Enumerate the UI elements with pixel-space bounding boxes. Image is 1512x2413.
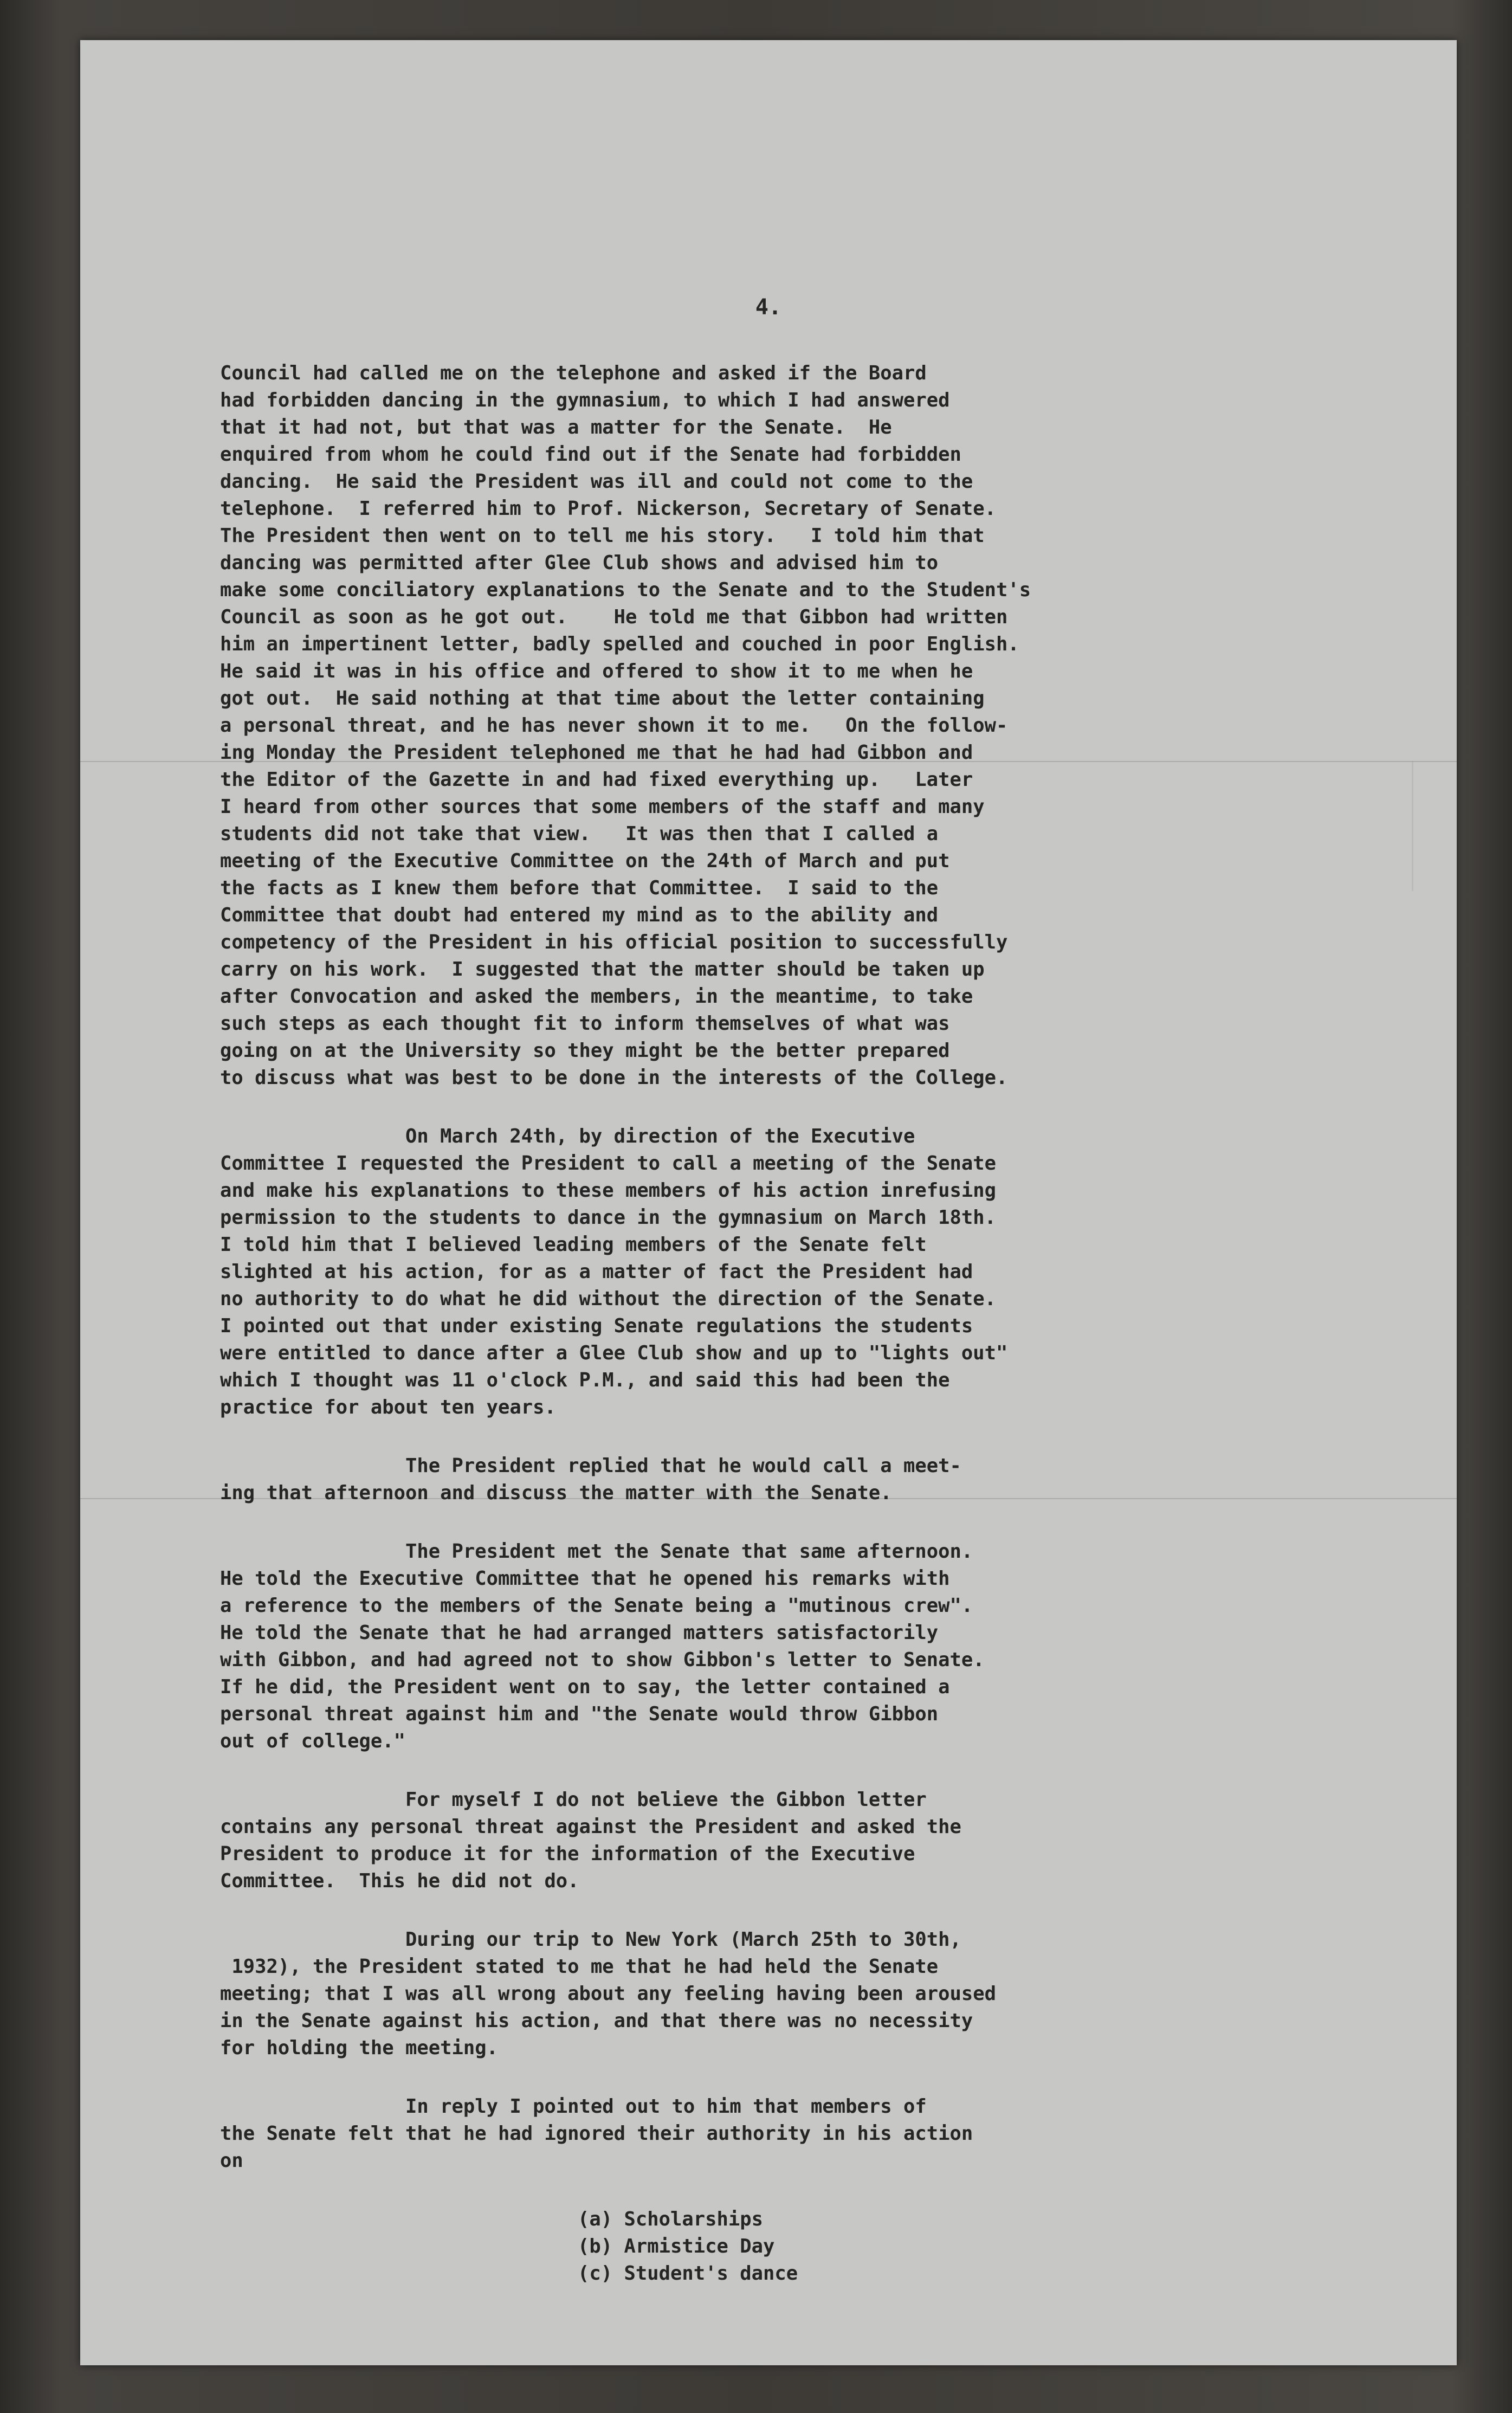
text-line: ing Monday the President telephoned me that he had had Gibbon and [220,741,973,764]
text-line: Committee. This he did not do. [220,1870,579,1892]
text-line: carry on his work. I suggested that the matter should be taken up [220,958,985,980]
text-line: He said it was in his office and offered to show it to me when he [220,660,973,682]
text-line: I told him that I believed leading members of the Senate felt [220,1234,927,1256]
paragraph [220,1453,1385,1507]
list-item: (b) Armistice Day [578,2235,775,2257]
bleed-through-mark [1412,761,1446,891]
text-line: dancing. He said the President was ill and could not come to the [220,470,973,493]
text-line: contains any personal threat against the President and asked the [220,1816,961,1838]
letter-body [220,360,1385,2287]
text-line: 1932), the President stated to me that he had held the Senate [220,1956,939,1978]
text-line: a personal threat, and he has never shown it to me. On the follow- [220,714,1008,737]
text-line: practice for about ten years. [220,1396,556,1418]
text-line: going on at the University so they might be the better prepared [220,1040,950,1062]
text-line: were entitled to dance after a Glee Club show and up to "lights out" [220,1342,1008,1364]
text-line: The President met the Senate that same afternoon. [220,1540,973,1563]
text-line: slighted at his action, for as a matter of fact the President had [220,1261,973,1283]
text-line: permission to the students to dance in the gymnasium on March 18th. [220,1206,996,1229]
page-number: 4. [755,295,782,320]
paragraph [220,2093,1385,2175]
text-line: out of college." [220,1730,405,1752]
text-line: During our trip to New York (March 25th to 30th, [220,1928,961,1951]
text-line: such steps as each thought fit to inform themselves of what was [220,1012,950,1035]
paragraph [220,1538,1385,1755]
text-line: got out. He said nothing at that time about the letter containing [220,687,985,709]
document-page [80,40,1457,2365]
paragraph-list [220,360,1385,2175]
text-line: Council had called me on the telephone and asked if the Board [220,362,927,384]
text-line: and make his explanations to these members of his action inrefusing [220,1179,996,1202]
text-line: in the Senate against his action, and that there was no necessity [220,2010,973,2032]
paragraph [220,360,1385,1092]
text-line: students did not take that view. It was then that I called a [220,823,939,845]
paragraph [220,1926,1385,2062]
text-line: If he did, the President went on to say, the letter contained a [220,1676,950,1698]
text-line: the Senate felt that he had ignored their authority in his action [220,2122,973,2145]
text-line: the Editor of the Gazette in and had fixed everything up. Later [220,769,973,791]
text-line: ing that afternoon and discuss the matter with the Senate. [220,1482,892,1504]
text-line: He told the Executive Committee that he opened his remarks with [220,1567,950,1590]
text-line: him an impertinent letter, badly spelled and couched in poor English. [220,633,1019,655]
text-line: I pointed out that under existing Senate regulations the students [220,1315,973,1337]
text-line: On March 24th, by direction of the Executive [220,1125,915,1147]
text-line: enquired from whom he could find out if the Senate had forbidden [220,443,961,466]
text-line: Committee that doubt had entered my mind as to the ability and [220,904,939,926]
text-line: after Convocation and asked the members, in the meantime, to take [220,985,973,1008]
text-line: with Gibbon, and had agreed not to show Gibbon's letter to Senate. [220,1649,985,1671]
text-line: that it had not, but that was a matter for the Senate. He [220,416,892,438]
paragraph [220,1786,1385,1895]
text-line: Council as soon as he got out. He told me that Gibbon had written [220,606,1008,628]
text-line: to discuss what was best to be done in the interests of the College. [220,1067,1008,1089]
text-line: President to produce it for the information of the Executive [220,1843,915,1865]
text-line: for holding the meeting. [220,2037,498,2059]
text-line: I heard from other sources that some members of the staff and many [220,796,985,818]
text-line: personal threat against him and "the Senate would throw Gibbon [220,1703,939,1725]
list-item: (a) Scholarships [578,2208,763,2230]
paragraph [220,1123,1385,1421]
text-line: The President then went on to tell me his story. I told him that [220,525,985,547]
text-line: meeting of the Executive Committee on the 24th of March and put [220,850,950,872]
text-line: In reply I pointed out to him that members of [220,2095,927,2118]
text-line: competency of the President in his official position to successfully [220,931,1008,953]
text-line: had forbidden dancing in the gymnasium, to which I had answered [220,389,950,411]
text-line: on [220,2150,243,2172]
text-line: He told the Senate that he had arranged matters satisfactorily [220,1622,939,1644]
text-line: no authority to do what he did without the direction of the Senate. [220,1288,996,1310]
text-line: which I thought was 11 o'clock P.M., and said this had been the [220,1369,950,1391]
enumerated-list [578,2206,1385,2287]
text-line: Committee I requested the President to call a meeting of the Senate [220,1152,996,1175]
text-line: make some conciliatory explanations to the Senate and to the Student's [220,579,1031,601]
text-line: dancing was permitted after Glee Club shows and advised him to [220,552,939,574]
list-item: (c) Student's dance [578,2262,798,2285]
text-line: meeting; that I was all wrong about any feeling having been aroused [220,1983,996,2005]
text-line: The President replied that he would call a meet- [220,1455,961,1477]
text-line: telephone. I referred him to Prof. Nickerson, Secretary of Senate. [220,498,996,520]
text-line: the facts as I knew them before that Committee. I said to the [220,877,939,899]
text-line: a reference to the members of the Senate being a "mutinous crew". [220,1595,973,1617]
text-line: For myself I do not believe the Gibbon letter [220,1789,927,1811]
